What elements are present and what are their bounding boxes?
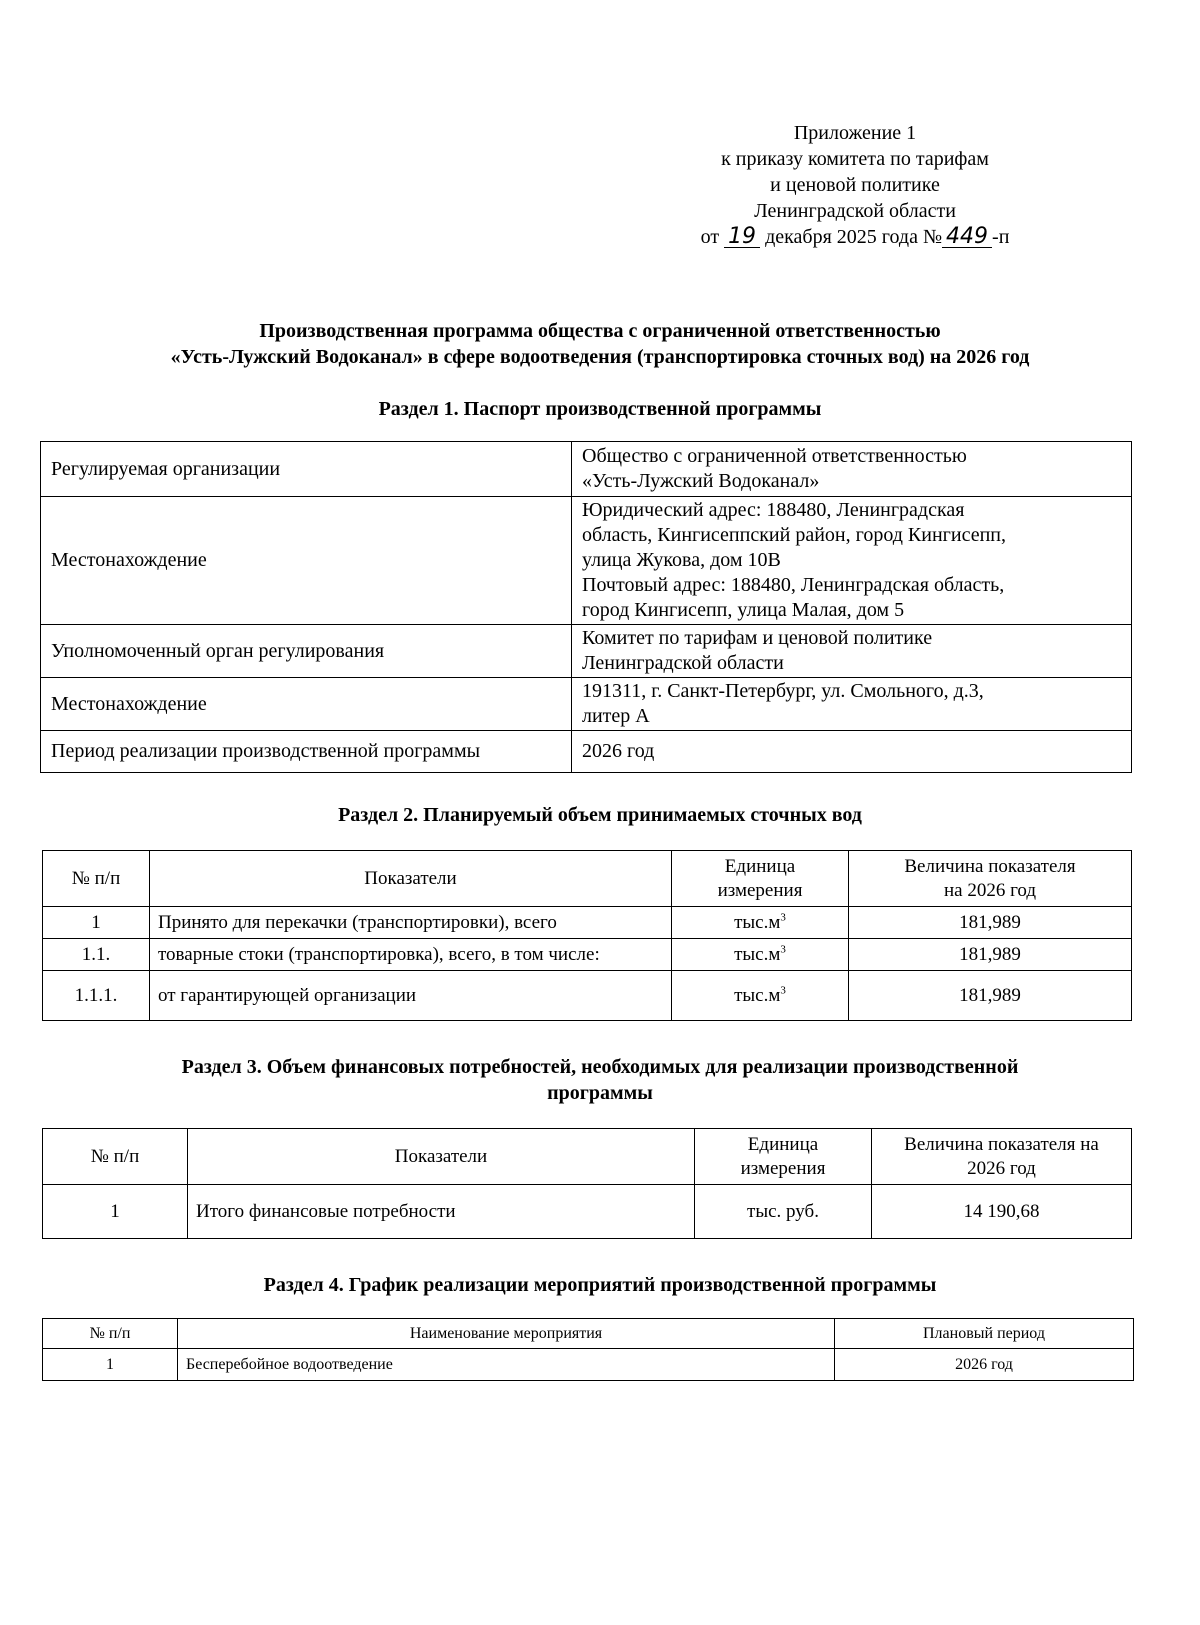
table-row bbox=[43, 971, 1132, 1021]
table-row bbox=[43, 907, 1132, 939]
unit-text: тыс.м bbox=[734, 984, 781, 1006]
header-period: Плановый период bbox=[835, 1319, 1134, 1349]
table-row bbox=[41, 731, 1132, 773]
date-middle: декабря 2025 года № bbox=[765, 226, 943, 248]
cell-value: 14 190,68 bbox=[872, 1185, 1132, 1239]
section1-passport-table bbox=[40, 441, 1132, 773]
cell-unit bbox=[672, 939, 849, 971]
appendix-date-line bbox=[660, 224, 1050, 250]
section4-heading: Раздел 4. График реализации мероприятий производственной программы bbox=[263, 1274, 937, 1296]
value-line: литер А bbox=[582, 705, 650, 727]
cell-num: 1 bbox=[43, 1349, 178, 1381]
value-line: Юридический адрес: 188480, Ленинградская bbox=[582, 499, 965, 521]
table-row bbox=[41, 442, 1132, 497]
date-day-handwritten: 19 bbox=[724, 227, 760, 248]
section4-schedule-table bbox=[42, 1318, 1134, 1381]
header-name: Наименование мероприятия bbox=[178, 1319, 835, 1349]
unit-superscript: 3 bbox=[780, 943, 786, 956]
header-value-line: Величина показателя на bbox=[904, 1133, 1099, 1155]
header-value bbox=[872, 1129, 1132, 1185]
cell-unit: тыс. руб. bbox=[695, 1185, 872, 1239]
cell-num: 1.1.1. bbox=[43, 971, 150, 1021]
passport-value bbox=[572, 442, 1132, 497]
cell-indicator: Итого финансовые потребности bbox=[188, 1185, 695, 1239]
header-unit-line: измерения bbox=[717, 879, 803, 901]
cell-unit bbox=[672, 907, 849, 939]
section3-heading-line-1: Раздел 3. Объем финансовых потребностей, необходимых для реализации производственной bbox=[181, 1056, 1019, 1078]
table-row bbox=[43, 939, 1132, 971]
order-suffix: -п bbox=[992, 226, 1010, 248]
table-row bbox=[43, 1349, 1134, 1381]
title-line-2: «Усть-Лужский Водоканал» в сфере водоотведения (транспортировка сточных вод) на 2026 год bbox=[170, 346, 1030, 368]
passport-label: Период реализации производственной программы bbox=[41, 731, 572, 773]
cell-indicator: от гарантирующей организации bbox=[150, 971, 672, 1021]
section3-finance-table bbox=[42, 1128, 1132, 1239]
header-unit-line: измерения bbox=[740, 1157, 826, 1179]
header-unit-line: Единица bbox=[724, 855, 796, 877]
value-line: 2026 год bbox=[582, 740, 655, 762]
unit-superscript: 3 bbox=[780, 911, 786, 924]
value-line: улица Жукова, дом 10В bbox=[582, 549, 781, 571]
appendix-line-1: Приложение 1 bbox=[793, 122, 917, 144]
value-line: Почтовый адрес: 188480, Ленинградская область, bbox=[582, 574, 1005, 596]
header-indicator: Показатели bbox=[188, 1129, 695, 1185]
header-unit bbox=[695, 1129, 872, 1185]
cell-value: 181,989 bbox=[849, 939, 1132, 971]
value-line: область, Кингисеппский район, город Кингисепп, bbox=[582, 524, 1006, 546]
header-num: № п/п bbox=[43, 851, 150, 907]
header-value-line: Величина показателя bbox=[904, 855, 1076, 877]
appendix-line-3: и ценовой политике bbox=[770, 174, 940, 196]
value-line: Комитет по тарифам и ценовой политике bbox=[582, 627, 933, 649]
cell-name: Бесперебойное водоотведение bbox=[178, 1349, 835, 1381]
table-header-row bbox=[43, 1319, 1134, 1349]
passport-value bbox=[572, 497, 1132, 625]
value-line: город Кингисепп, улица Малая, дом 5 bbox=[582, 599, 905, 621]
cell-num: 1 bbox=[43, 1185, 188, 1239]
value-line: 191311, г. Санкт-Петербург, ул. Смольного, д.3, bbox=[582, 680, 984, 702]
passport-label: Уполномоченный орган регулирования bbox=[41, 625, 572, 678]
table-row bbox=[41, 497, 1132, 625]
header-unit bbox=[672, 851, 849, 907]
passport-label: Регулируемая организации bbox=[41, 442, 572, 497]
appendix-header bbox=[660, 120, 1050, 250]
passport-label: Местонахождение bbox=[41, 678, 572, 731]
section2-heading: Раздел 2. Планируемый объем принимаемых сточных вод bbox=[338, 804, 862, 826]
cell-indicator: товарные стоки (транспортировка), всего, в том числе: bbox=[150, 939, 672, 971]
cell-value: 181,989 bbox=[849, 971, 1132, 1021]
date-prefix: от bbox=[700, 226, 720, 248]
order-number-handwritten: 449 bbox=[942, 227, 992, 248]
header-num: № п/п bbox=[43, 1319, 178, 1349]
cell-value: 181,989 bbox=[849, 907, 1132, 939]
value-line: «Усть-Лужский Водоканал» bbox=[582, 470, 820, 492]
table-row bbox=[41, 625, 1132, 678]
section1-heading: Раздел 1. Паспорт производственной программы bbox=[378, 398, 822, 420]
cell-num: 1.1. bbox=[43, 939, 150, 971]
table-header-row bbox=[43, 1129, 1132, 1185]
appendix-line-4: Ленинградской области bbox=[754, 200, 956, 222]
section3-heading-line-2: программы bbox=[547, 1082, 653, 1104]
cell-period: 2026 год bbox=[835, 1349, 1134, 1381]
table-header-row bbox=[43, 851, 1132, 907]
header-num: № п/п bbox=[43, 1129, 188, 1185]
passport-value bbox=[572, 625, 1132, 678]
value-line: Общество с ограниченной ответственностью bbox=[582, 445, 967, 467]
cell-num: 1 bbox=[43, 907, 150, 939]
cell-indicator: Принято для перекачки (транспортировки), всего bbox=[150, 907, 672, 939]
unit-text: тыс.м bbox=[734, 911, 781, 933]
header-indicator: Показатели bbox=[150, 851, 672, 907]
passport-value bbox=[572, 731, 1132, 773]
passport-label: Местонахождение bbox=[41, 497, 572, 625]
header-value-line: 2026 год bbox=[967, 1157, 1036, 1179]
header-value-line: на 2026 год bbox=[943, 879, 1037, 901]
title-line-1: Производственная программа общества с ограниченной ответственностью bbox=[259, 320, 941, 342]
value-line: Ленинградской области bbox=[582, 652, 784, 674]
table-row bbox=[41, 678, 1132, 731]
cell-unit bbox=[672, 971, 849, 1021]
header-unit-line: Единица bbox=[747, 1133, 819, 1155]
unit-superscript: 3 bbox=[780, 984, 786, 997]
unit-text: тыс.м bbox=[734, 943, 781, 965]
section2-volume-table bbox=[42, 850, 1132, 1021]
passport-value bbox=[572, 678, 1132, 731]
header-value bbox=[849, 851, 1132, 907]
appendix-line-2: к приказу комитета по тарифам bbox=[721, 148, 989, 170]
table-row bbox=[43, 1185, 1132, 1239]
document-title bbox=[40, 318, 1160, 370]
section3-heading bbox=[40, 1054, 1160, 1106]
